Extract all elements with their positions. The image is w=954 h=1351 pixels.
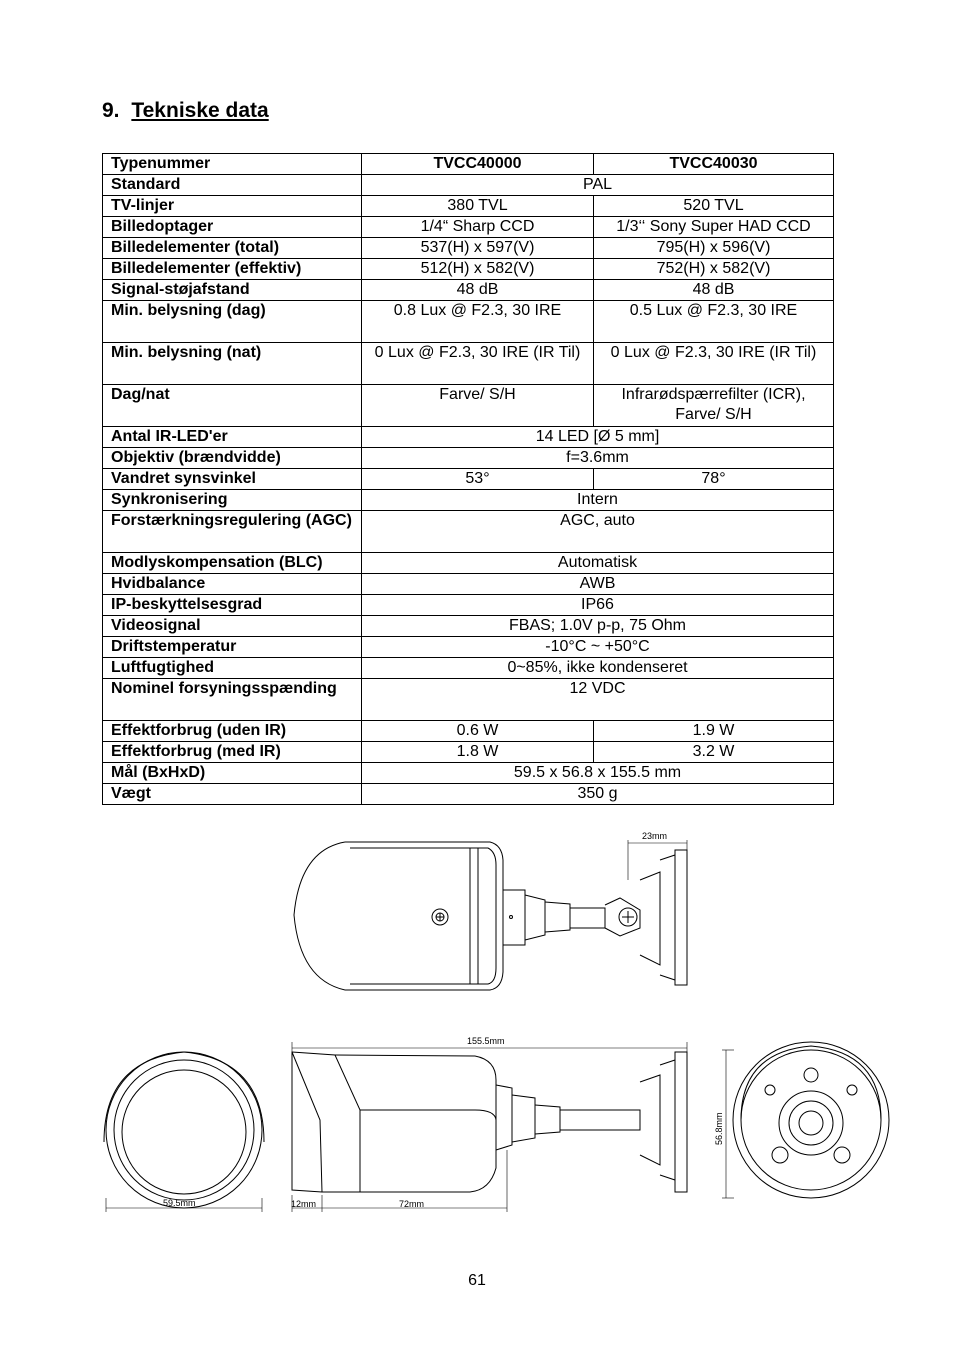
spec-row (103, 763, 834, 784)
spec-value-both: 59.5 x 56.8 x 155.5 mm (362, 763, 834, 784)
spec-label: Dag/nat (103, 385, 362, 427)
spec-row (103, 259, 834, 280)
spec-value-both: 14 LED [Ø 5 mm] (362, 427, 834, 448)
dim-body-length: 72mm (399, 1199, 425, 1209)
camera-top-view (294, 840, 687, 990)
spec-label: Vægt (103, 784, 362, 805)
spec-value-model-a: 380 TVL (362, 196, 594, 217)
camera-dimension-drawings (0, 820, 954, 1220)
dim-front-width: 59.5mm (163, 1198, 196, 1208)
header-model-a: TVCC40000 (362, 154, 594, 175)
spec-value-both: AWB (362, 574, 834, 595)
spec-value-both: Automatisk (362, 553, 834, 574)
spec-value-model-a: 0.6 W (362, 721, 594, 742)
spec-value-both: PAL (362, 175, 834, 196)
spec-label: Effektforbrug (uden IR) (103, 721, 362, 742)
header-typenummer: Typenummer (103, 154, 362, 175)
spec-row (103, 784, 834, 805)
spec-value-both: -10°C ~ +50°C (362, 637, 834, 658)
spec-row (103, 637, 834, 658)
spec-row (103, 469, 834, 490)
spec-label: Luftfugtighed (103, 658, 362, 679)
spec-row (103, 511, 834, 553)
spec-value-both: FBAS; 1.0V p-p, 75 Ohm (362, 616, 834, 637)
spec-label: Modlyskompensation (BLC) (103, 553, 362, 574)
spec-row (103, 553, 834, 574)
spec-value-model-b: 1.9 W (594, 721, 834, 742)
spec-label: Min. belysning (nat) (103, 343, 362, 385)
spec-label: Hvidbalance (103, 574, 362, 595)
spec-value-model-b: 795(H) x 596(V) (594, 238, 834, 259)
spec-row (103, 448, 834, 469)
spec-value-both: 350 g (362, 784, 834, 805)
spec-label: Standard (103, 175, 362, 196)
spec-label: Antal IR-LED'er (103, 427, 362, 448)
spec-value-both: 0~85%, ikke kondenseret (362, 658, 834, 679)
header-model-b: TVCC40030 (594, 154, 834, 175)
dim-rear-height: 56.8mm (714, 1112, 724, 1145)
spec-label: Forstærkningsregulering (AGC) (103, 511, 362, 553)
spec-row (103, 658, 834, 679)
dim-hood-length: 12mm (291, 1199, 317, 1209)
spec-value-both: Intern (362, 490, 834, 511)
spec-label: TV-linjer (103, 196, 362, 217)
spec-value-model-a: 1/4“ Sharp CCD (362, 217, 594, 238)
spec-value-model-b: Infrarødspærrefilter (ICR), Farve/ S/H (594, 385, 834, 427)
spec-table (102, 153, 834, 805)
spec-value-model-b: 752(H) x 582(V) (594, 259, 834, 280)
spec-value-both: AGC, auto (362, 511, 834, 553)
spec-row (103, 721, 834, 742)
spec-value-model-a: 0.8 Lux @ F2.3, 30 IRE (362, 301, 594, 343)
spec-label: Objektiv (brændvidde) (103, 448, 362, 469)
spec-label: Synkronisering (103, 490, 362, 511)
spec-row (103, 385, 834, 427)
spec-label: IP-beskyttelsesgrad (103, 595, 362, 616)
spec-header-row (103, 154, 834, 175)
spec-row (103, 343, 834, 385)
camera-rear-view (722, 1042, 889, 1198)
spec-value-model-b: 48 dB (594, 280, 834, 301)
spec-row (103, 427, 834, 448)
spec-value-model-b: 3.2 W (594, 742, 834, 763)
spec-row (103, 742, 834, 763)
spec-value-model-a: 53° (362, 469, 594, 490)
spec-row (103, 196, 834, 217)
spec-row (103, 175, 834, 196)
section-heading (102, 99, 269, 123)
spec-label: Nominel forsyningsspænding (103, 679, 362, 721)
spec-value-both: IP66 (362, 595, 834, 616)
spec-value-model-b: 0.5 Lux @ F2.3, 30 IRE (594, 301, 834, 343)
spec-value-model-a: 0 Lux @ F2.3, 30 IRE (IR Til) (362, 343, 594, 385)
spec-table-body (103, 154, 834, 805)
spec-row (103, 301, 834, 343)
spec-row (103, 490, 834, 511)
spec-value-model-a: 1.8 W (362, 742, 594, 763)
spec-label: Videosignal (103, 616, 362, 637)
spec-row (103, 679, 834, 721)
section-title: Tekniske data (131, 99, 269, 122)
spec-row (103, 616, 834, 637)
spec-label: Billedelementer (effektiv) (103, 259, 362, 280)
dim-total-length: 155.5mm (467, 1036, 505, 1046)
spec-label: Billedoptager (103, 217, 362, 238)
spec-label: Signal-støjafstand (103, 280, 362, 301)
camera-side-view (292, 1042, 687, 1212)
spec-value-model-a: Farve/ S/H (362, 385, 594, 427)
spec-row (103, 238, 834, 259)
spec-label: Billedelementer (total) (103, 238, 362, 259)
spec-row (103, 595, 834, 616)
camera-front-view (104, 1052, 264, 1212)
spec-label: Min. belysning (dag) (103, 301, 362, 343)
dim-bracket-depth: 23mm (642, 831, 668, 841)
spec-row (103, 280, 834, 301)
section-number: 9. (102, 99, 120, 122)
spec-value-both: f=3.6mm (362, 448, 834, 469)
spec-value-both: 12 VDC (362, 679, 834, 721)
spec-value-model-a: 48 dB (362, 280, 594, 301)
page-number: 61 (468, 1272, 486, 1289)
spec-label: Driftstemperatur (103, 637, 362, 658)
spec-label: Vandret synsvinkel (103, 469, 362, 490)
spec-label: Mål (BxHxD) (103, 763, 362, 784)
spec-row (103, 574, 834, 595)
spec-value-model-b: 78° (594, 469, 834, 490)
spec-value-model-b: 1/3‘‘ Sony Super HAD CCD (594, 217, 834, 238)
spec-value-model-a: 512(H) x 582(V) (362, 259, 594, 280)
spec-value-model-b: 0 Lux @ F2.3, 30 IRE (IR Til) (594, 343, 834, 385)
spec-row (103, 217, 834, 238)
spec-value-model-a: 537(H) x 597(V) (362, 238, 594, 259)
spec-label: Effektforbrug (med IR) (103, 742, 362, 763)
spec-value-model-b: 520 TVL (594, 196, 834, 217)
